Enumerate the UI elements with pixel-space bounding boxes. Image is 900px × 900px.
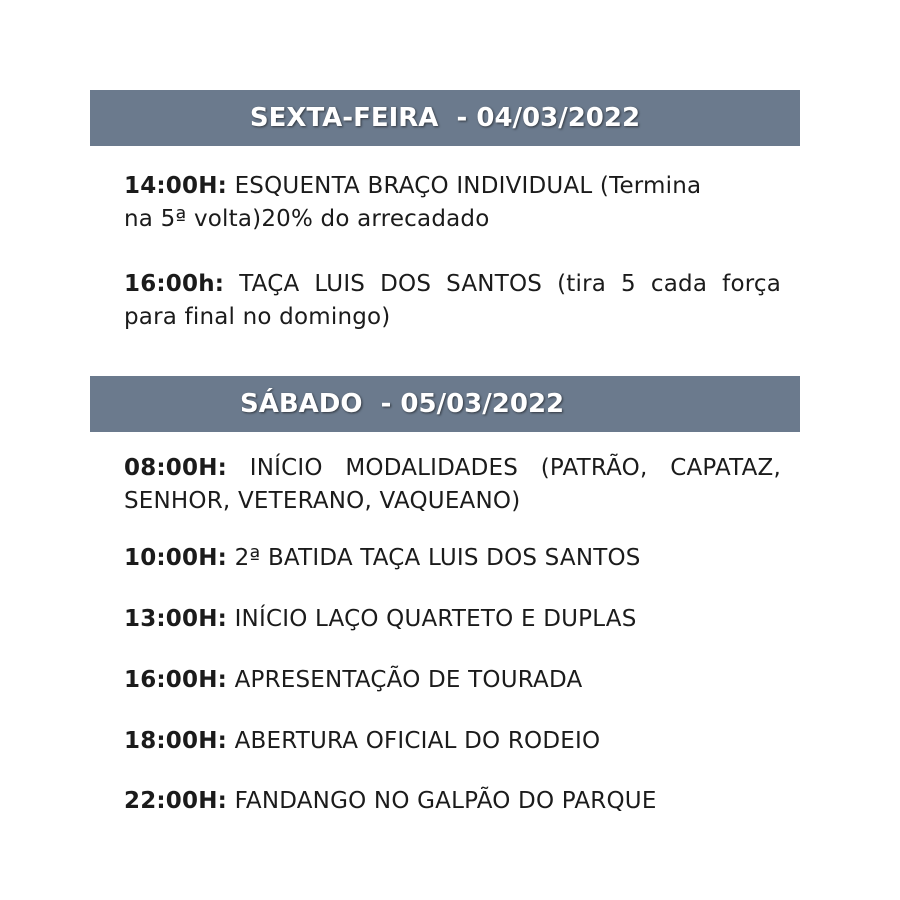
schedule-item	[124, 664, 781, 697]
event-time: 16:00h:	[124, 271, 225, 297]
event-description: FANDANGO NO GALPÃO DO PARQUE	[227, 788, 657, 814]
event-description: APRESENTAÇÃO DE TOURADA	[227, 667, 583, 693]
event-time: 16:00H:	[124, 667, 228, 693]
schedule-item	[124, 785, 781, 818]
event-description: ABERTURA OFICIAL DO RODEIO	[227, 728, 601, 754]
event-description: 2ª BATIDA TAÇA LUIS DOS SANTOS	[227, 545, 641, 571]
event-time: 08:00H:	[124, 455, 228, 481]
schedule-item	[124, 603, 781, 636]
event-time: 13:00H:	[124, 606, 228, 632]
schedule-item	[124, 452, 781, 518]
day-header-friday: SEXTA-FEIRA - 04/03/2022	[90, 90, 800, 146]
event-time: 18:00H:	[124, 728, 228, 754]
event-description: INÍCIO LAÇO QUARTETO E DUPLAS	[227, 606, 637, 632]
event-time: 22:00H:	[124, 788, 228, 814]
schedule-item	[124, 725, 781, 758]
event-time: 14:00H:	[124, 173, 228, 199]
event-description: INÍCIO MODALIDADES (PATRÃO, CAPATAZ, SENHOR, VETERANO, VAQUEANO)	[124, 455, 781, 514]
event-time: 10:00H:	[124, 545, 228, 571]
schedule-item	[124, 170, 724, 236]
event-description: TAÇA LUIS DOS SANTOS (tira 5 cada força para final no domingo)	[124, 271, 781, 330]
day-header-saturday: SÁBADO - 05/03/2022	[90, 376, 800, 432]
event-description: ESQUENTA BRAÇO INDIVIDUAL (Termina na 5ª volta)20% do arrecadado	[124, 173, 702, 232]
schedule-item	[124, 268, 781, 334]
schedule-item	[124, 542, 781, 575]
